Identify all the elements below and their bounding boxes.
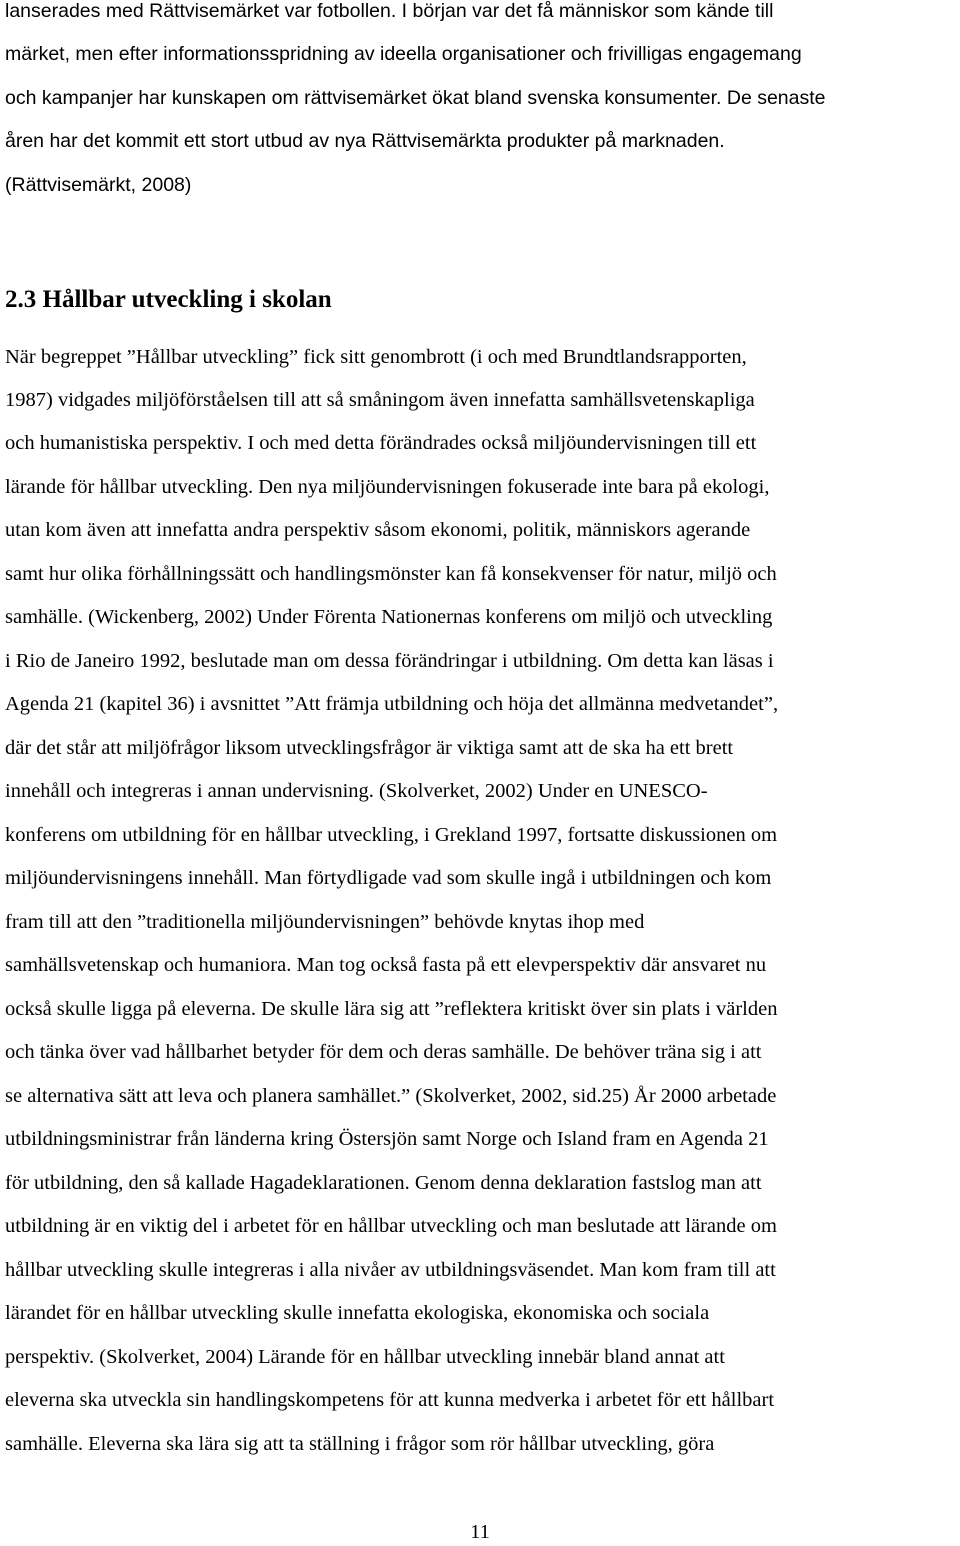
text-line: samhälle. Eleverna ska lära sig att ta ställning i frågor som rör hållbar utveckling, göra (5, 1433, 715, 1455)
text-line: När begreppet ”Hållbar utveckling” fick sitt genombrott (i och med Brundtlandsrapporten, (5, 346, 747, 368)
text-line: lärande för hållbar utveckling. Den nya miljöundervisningen fokuserade inte bara på ekologi, (5, 476, 770, 498)
text-line: fram till att den ”traditionella miljöundervisningen” behövde knytas ihop med (5, 911, 645, 933)
text-line: lärandet för en hållbar utveckling skulle innefatta ekologiska, ekonomiska och sociala (5, 1302, 710, 1324)
text-line: eleverna ska utveckla sin handlingskompetens för att kunna medverka i arbetet för ett hållbart (5, 1389, 775, 1411)
text-line: för utbildning, den så kallade Hagadeklarationen. Genom denna deklaration fastslog man att (5, 1172, 762, 1194)
text-line: och kampanjer har kunskapen om rättvisemärket ökat bland svenska konsumenter. De senaste (5, 87, 826, 109)
text-line: där det står att miljöfrågor liksom utvecklingsfrågor är viktiga samt att de ska ha ett brett (5, 737, 734, 759)
text-line: konferens om utbildning för en hållbar utveckling, i Grekland 1997, fortsatte diskussionen om (5, 824, 778, 846)
text-line: utbildningsministrar från länderna kring Östersjön samt Norge och Island fram en Agenda 21 (5, 1128, 769, 1150)
text-line: samhällsvetenskap och humaniora. Man tog också fasta på ett elevperspektiv där ansvaret nu (5, 954, 767, 976)
text-line: (Rättvisemärkt, 2008) (5, 174, 192, 196)
text-line: samhälle. (Wickenberg, 2002) Under Förenta Nationernas konferens om miljö och utveckling (5, 606, 773, 628)
text-line: se alternativa sätt att leva och planera samhället.” (Skolverket, 2002, sid.25) År 2000 arbetade (5, 1085, 777, 1107)
text-line: miljöundervisningens innehåll. Man förtydligade vad som skulle ingå i utbildningen och kom (5, 867, 772, 889)
text-line: 1987) vidgades miljöförståelsen till att så småningom även innefatta samhällsvetenskapliga (5, 389, 755, 411)
text-line: perspektiv. (Skolverket, 2004) Lärande för en hållbar utveckling innebär bland annat att (5, 1346, 725, 1368)
text-line: i Rio de Janeiro 1992, beslutade man om dessa förändringar i utbildning. Om detta kan läsas i (5, 650, 774, 672)
text-line: hållbar utveckling skulle integreras i alla nivåer av utbildningsväsendet. Man kom fram till att (5, 1259, 776, 1281)
text-line: lanserades med Rättvisemärket var fotbollen. I början var det få människor som kände till (5, 0, 774, 22)
text-line: märket, men efter informationsspridning av ideella organisationer och frivilligas engagemang (5, 43, 802, 65)
section-heading: 2.3 Hållbar utveckling i skolan (5, 286, 332, 313)
text-line: utbildning är en viktig del i arbetet för en hållbar utveckling och man beslutade att lärande om (5, 1215, 777, 1237)
text-line: och humanistiska perspektiv. I och med detta förändrades också miljöundervisningen till ett (5, 432, 757, 454)
text-line: utan kom även att innefatta andra perspektiv såsom ekonomi, politik, människors agerande (5, 519, 751, 541)
text-line: Agenda 21 (kapitel 36) i avsnittet ”Att främja utbildning och höja det allmänna medvetandet”, (5, 693, 779, 715)
text-line: åren har det kommit ett stort utbud av nya Rättvisemärkta produkter på marknaden. (5, 130, 725, 152)
text-line: också skulle ligga på eleverna. De skulle lära sig att ”reflektera kritiskt över sin plats i världen (5, 998, 778, 1020)
page-number: 11 (470, 1521, 490, 1543)
text-line: innehåll och integreras i annan undervisning. (Skolverket, 2002) Under en UNESCO- (5, 780, 708, 802)
text-line: och tänka över vad hållbarhet betyder för dem och deras samhälle. De behöver träna sig i att (5, 1041, 762, 1063)
text-line: samt hur olika förhållningssätt och handlingsmönster kan få konsekvenser för natur, miljö och (5, 563, 777, 585)
